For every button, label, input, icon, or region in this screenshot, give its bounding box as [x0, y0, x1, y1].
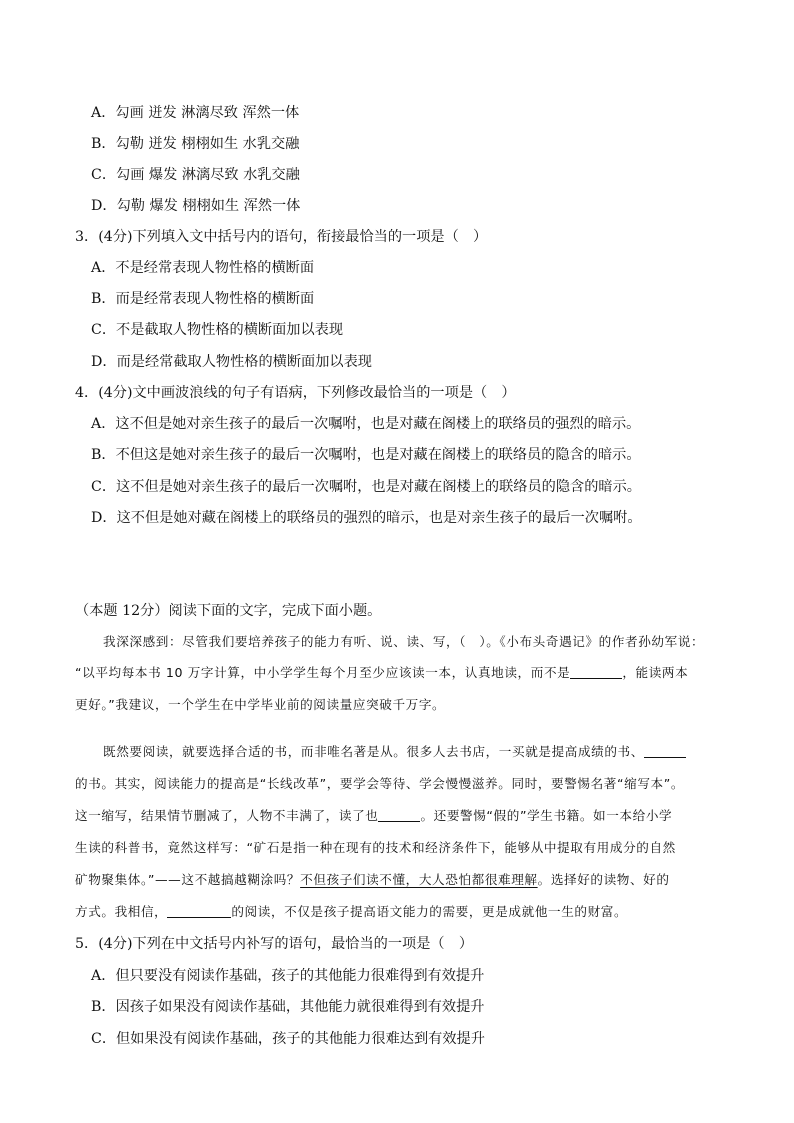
q5-option-c: C．但如果没有阅读作基础，孩子的其他能力很难达到有效提升: [91, 1031, 485, 1047]
passage-text: ，能读两本: [622, 665, 689, 680]
passage-text: 矿物聚集体。”——这不越搞越糊涂吗？: [75, 872, 301, 887]
q4-option-d: D．这不但是她对藏在阁楼上的联络员的强烈的暗示，也是对亲生孩子的最后一次嘱咐。: [91, 510, 642, 526]
section-heading: （本题 12分）阅读下面的文字，完成下面小题。: [75, 603, 382, 619]
q2-option-c: C．勾画 爆发 淋漓尽致 水乳交融: [91, 167, 300, 183]
q5-stem: 5．(4分)下列在中文括号内补写的语句，最恰当的一项是（ ）: [75, 936, 474, 952]
passage-line: 的书。其实，阅读能力的提高是“长线改革”，要学会等待、学会慢慢滋养。同时，要警惕名著“缩写本”。: [75, 776, 685, 791]
blank-1: [570, 664, 622, 679]
blank-3: [378, 807, 420, 822]
q4-option-b: B．不但这是她对亲生孩子的最后一次嘱咐，也是对藏在阁楼上的联络员的隐含的暗示。: [91, 447, 641, 463]
wavy-underlined-sentence: 不但孩子们读不懂，大人恐怕都很难理解: [300, 872, 538, 887]
passage-text: 既然要阅读，就要选择合适的书，而非唯名著是从。很多人去书店，一买就是提高成绩的书、: [103, 744, 644, 759]
q2-option-d: D．勾勒 爆发 栩栩如生 浑然一体: [91, 198, 301, 214]
q3-option-b: B．而是经常表现人物性格的横断面: [91, 291, 315, 307]
q5-option-b: B．因孩子如果没有阅读作基础，其他能力就很难得到有效提升: [91, 999, 485, 1015]
passage-line: [75, 663, 688, 683]
passage-text: 的阅读，不仅是孩子提高语文能力的需要，更是成就他一生的财富。: [231, 904, 628, 919]
q3-option-a: A．不是经常表现人物性格的横断面: [91, 260, 315, 276]
passage-text: “以平均每本书 10 万字计算，中小学学生每个月至少应该读一本，认真地读，而不是: [75, 665, 571, 680]
blank-4: [167, 903, 231, 918]
q2-option-b: B．勾勒 迸发 栩栩如生 水乳交融: [91, 136, 300, 152]
q3-option-c: C．不是截取人物性格的横断面加以表现: [91, 322, 344, 338]
passage-text: 方式。我相信，: [75, 904, 168, 919]
q3-stem: 3．(4分)下列填入文中括号内的语句，衔接最恰当的一项是（ ）: [75, 229, 488, 245]
q4-option-c: C．这不但是她对亲生孩子的最后一次嘱咐，也是对藏在阁楼上的联络员的隐含的暗示。: [91, 479, 641, 495]
passage-line: [75, 902, 627, 922]
passage-text: 这一缩写，结果情节删减了，人物不丰满了，读了也: [75, 808, 379, 823]
passage-line: [75, 870, 670, 890]
passage-text: 。选择好的读物、好的: [537, 872, 670, 887]
blank-2: [644, 743, 686, 758]
q4-stem: 4．(4分)文中画波浪线的句子有语病，下列修改最恰当的一项是（ ）: [75, 385, 516, 401]
q2-option-a: A．勾画 迸发 淋漓尽致 浑然一体: [91, 105, 300, 121]
passage-text: 。还要警惕“假的”学生书籍。如一本给小学: [420, 808, 673, 823]
passage-line: [103, 742, 686, 762]
q4-option-a: A．这不但是她对亲生孩子的最后一次嘱咐，也是对藏在阁楼上的联络员的强烈的暗示。: [91, 416, 641, 432]
passage-line: 生读的科普书，竟然这样写：“矿石是指一种在现有的技术和经济条件下，能够从中提取有用成分的自然: [75, 840, 676, 855]
q5-option-a: A．但只要没有阅读作基础，孩子的其他能力很难得到有效提升: [91, 968, 485, 984]
passage-line: [75, 806, 672, 826]
passage-line: 更好。”我建议，一个学生在中学毕业前的阅读量应突破千万字。: [75, 697, 446, 712]
passage-line: 我深深感到：尽管我们要培养孩子的能力有听、说、读、写，（ ）。《小布头奇遇记》的作者孙幼军说：: [103, 634, 705, 649]
q3-option-d: D．而是经常截取人物性格的横断面加以表现: [91, 354, 372, 370]
